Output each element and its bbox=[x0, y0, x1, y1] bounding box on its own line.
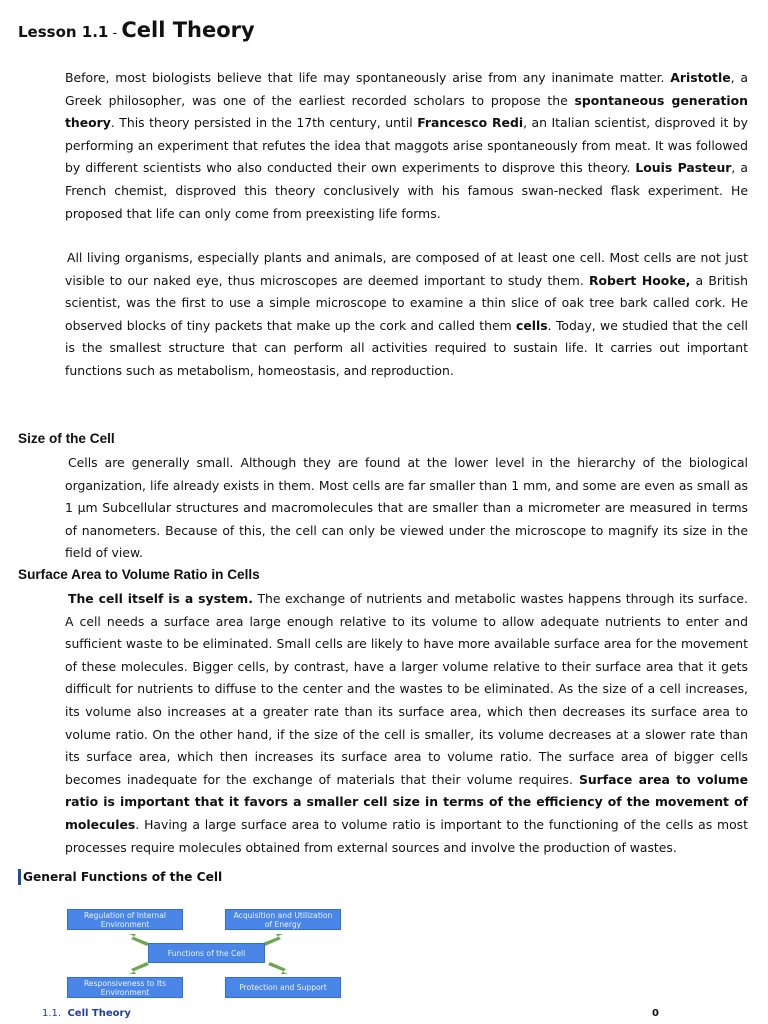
bold-text: cells bbox=[516, 317, 548, 333]
page-number: 0 bbox=[652, 1008, 659, 1019]
footer-section-label bbox=[42, 1008, 131, 1019]
footer-number: 1.1. bbox=[42, 1008, 62, 1019]
arrow-to-top-left bbox=[129, 934, 149, 946]
surface-area-paragraph bbox=[65, 588, 748, 859]
text: a British scientist, was the first to use a simple microscope to examine a thin slice of oak tree bark called cork. He observed blocks of tiny packets that make up the cork and called them bbox=[65, 272, 748, 333]
bold-text: Surface area to volume ratio is important that it favors a smaller cell size in terms of the efficiency of the movement of molecules bbox=[65, 771, 748, 832]
bold-text: spontaneous generation theory bbox=[65, 92, 748, 131]
center-box: Functions of the Cell bbox=[148, 943, 265, 963]
text: , a Greek philosopher, was one of the earliest recorded scholars to propose the bbox=[65, 70, 748, 108]
size-paragraph: Cells are generally small. Although they are found at the lower level in the hierarchy of the biological organization, life already exists in them. Most cells are far smaller than 1 mm, and some are even as small as 1 µm Subcellular structures and macromolecules that are smaller than a micrometer are measured in terms of nanometers. Because of this, the cell can only be viewed under the microscope to magnify its size in the field of view. bbox=[65, 455, 748, 561]
section-heading-size: Size of the Cell bbox=[18, 431, 115, 446]
bottom-left-box: Responsiveness to Its Environment bbox=[67, 977, 183, 998]
arrow-to-top-right bbox=[263, 934, 283, 946]
bottom-right-box: Protection and Support bbox=[225, 977, 341, 998]
intro-paragraph-2 bbox=[65, 247, 748, 383]
text: , an Italian scientist, disproved it by performing an experiment that refutes the idea that maggots arise spontaneously from meat. It was followed by different scientists who also conducted their own experiments to disprove this theory. bbox=[65, 115, 748, 176]
arrow-to-bottom-left bbox=[129, 962, 149, 974]
bold-text: Francesco Redi bbox=[417, 115, 524, 131]
text: . Having a large surface area to volume ratio is important to the functioning of the cells as most processes require molecules obtained from external sources and involve the production of wastes. bbox=[65, 816, 748, 855]
bold-text: Robert Hooke, bbox=[588, 272, 691, 288]
bold-text: Aristotle bbox=[670, 70, 731, 85]
lesson-number: Lesson 1.1 bbox=[18, 23, 109, 41]
functions-diagram bbox=[60, 900, 360, 1005]
section-heading-surface-area: Surface Area to Volume Ratio in Cells bbox=[18, 567, 260, 582]
footer-title: Cell Theory bbox=[67, 1008, 131, 1019]
text: . Today, we studied that the cell is the smallest structure that can perform all activities required to sustain life. It carries out important functions such as metabolism, homeostasis, and reproduction. bbox=[65, 317, 748, 378]
arrow-to-bottom-right bbox=[268, 962, 288, 974]
title-dash: - bbox=[108, 26, 122, 41]
top-right-box: Acquisition and Utilization of Energy bbox=[225, 909, 341, 930]
text: All living organisms, especially plants and animals, are composed of at least one cell. Most cells are not just visible to our naked eye, thus microscopes are deemed important to study them. bbox=[65, 250, 748, 288]
text: , a French chemist, disproved this theory conclusively with his famous swan-necked flask experiment. He proposed that life can only come from preexisting life forms. bbox=[65, 160, 748, 221]
text: The exchange of nutrients and metabolic wastes happens through its surface. A cell needs a surface area large enough relative to its volume to allow adequate nutrients to enter and sufficient waste to be eliminated. Small cells are likely to have more available surface area for the movement of these molecules. Bigger cells, by contrast, have a larger volume relative to their surface area that it gets difficult for nutrients to diffuse to the center and the wastes to be eliminated. As the size of a cell increases, its volume also increases at a greater rate than its surface area, which then decreases its surface area to volume ratio. On the other hand, if the size of the cell is smaller, its volume decreases at a slower rate than its surface area, which then increases its surface area to volume ratio. The surface area of bigger cells becomes inadequate for the exchange of materials that their volume requires. bbox=[65, 591, 748, 787]
bold-text: Louis Pasteur bbox=[635, 160, 732, 176]
page-title bbox=[18, 18, 255, 42]
bold-text: The cell itself is a system. bbox=[68, 591, 253, 606]
lesson-title: Cell Theory bbox=[121, 18, 255, 42]
top-left-box: Regulation of Internal Environment bbox=[67, 909, 183, 930]
section-heading-functions: General Functions of the Cell bbox=[18, 869, 222, 885]
text: Before, most biologists believe that life may spontaneously arise from any inanimate matter. bbox=[65, 70, 671, 85]
text: . This theory persisted in the 17th century, until bbox=[110, 115, 418, 131]
intro-paragraph-1 bbox=[65, 67, 748, 225]
